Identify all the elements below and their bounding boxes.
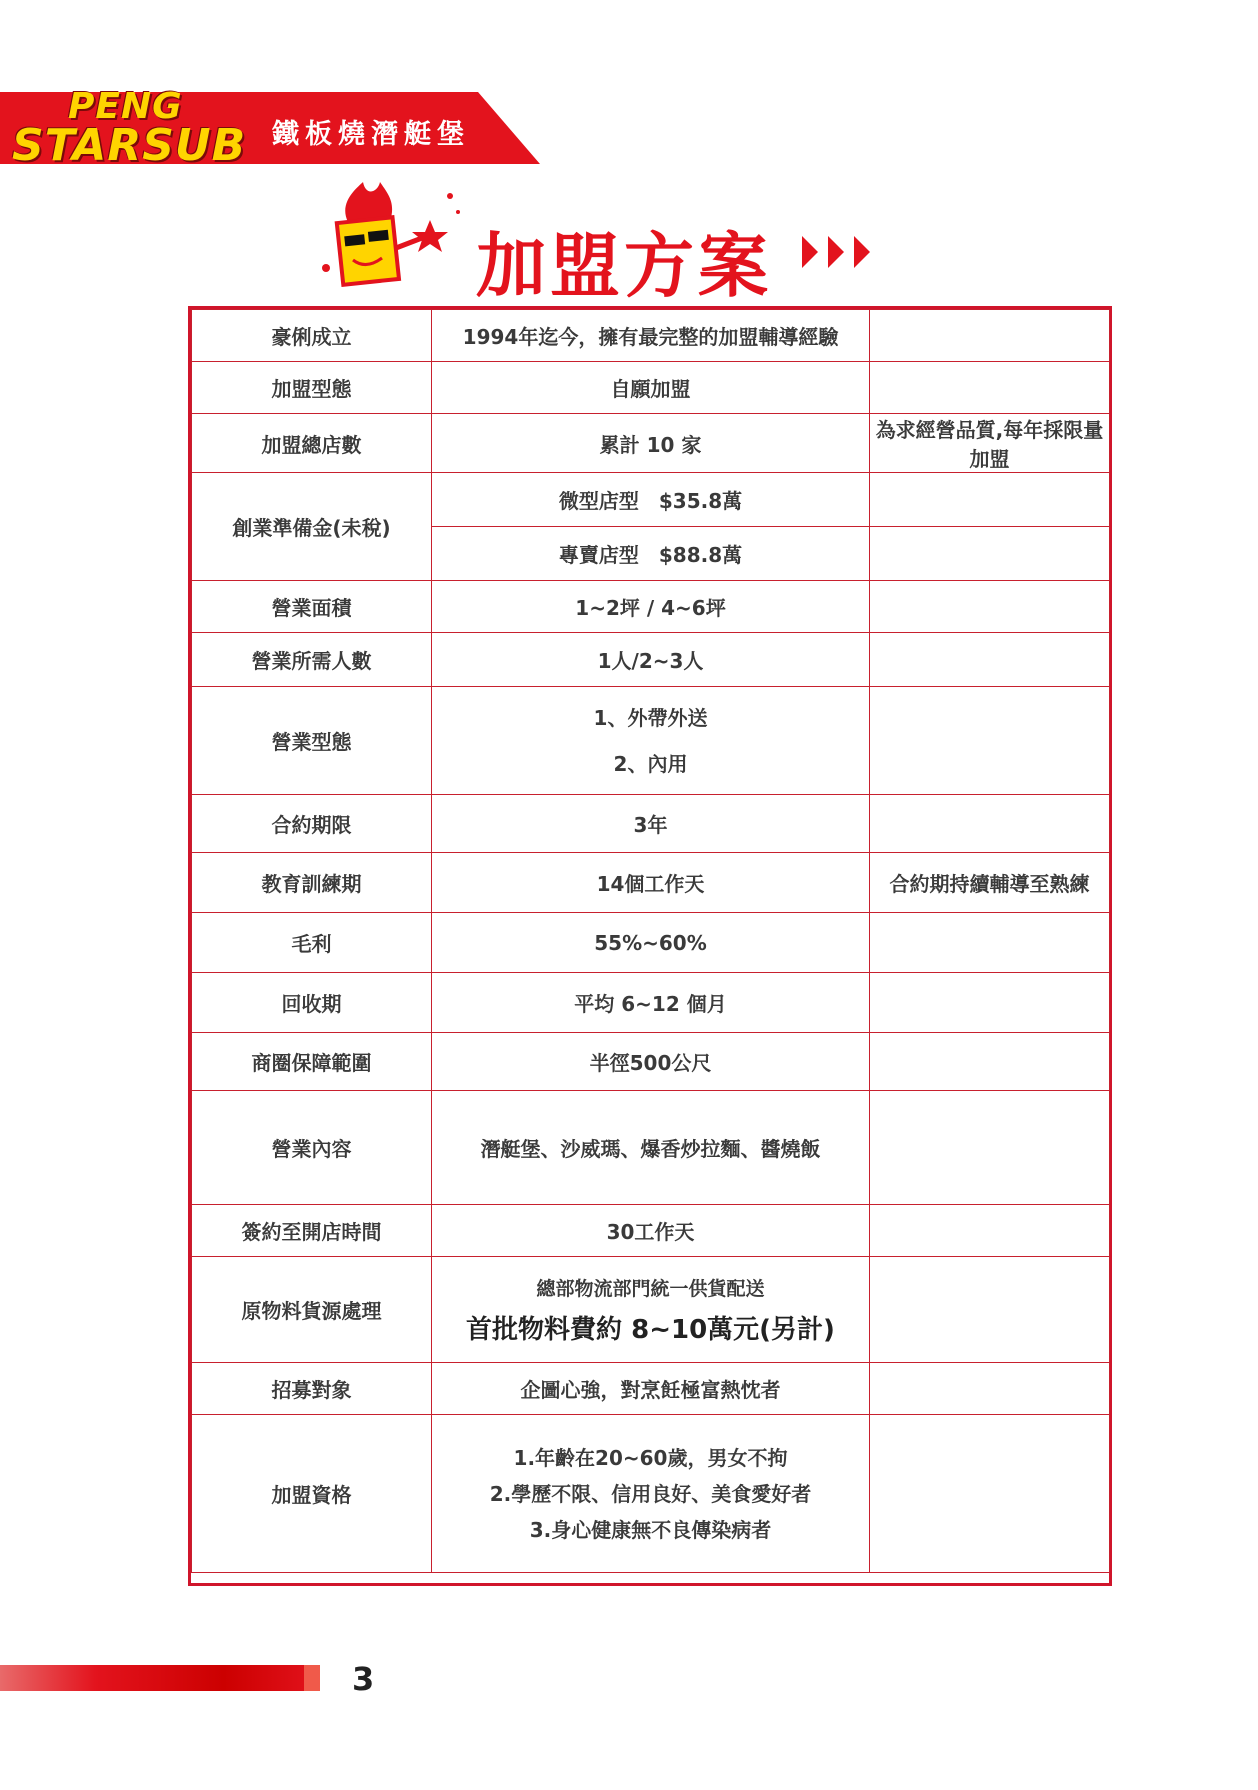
table-row: [192, 687, 1110, 795]
value-line: 1.年齡在20~60歲，男女不拘: [513, 1445, 788, 1470]
value-line: 首批物料費約 8~10萬元(另計): [466, 1314, 835, 1345]
table-row: [192, 310, 1110, 362]
row-note: [870, 362, 1110, 414]
row-note: [870, 633, 1110, 687]
brand-logo: [8, 86, 258, 182]
row-note: 合約期持續輔導至熟練: [870, 853, 1110, 913]
table-row: [192, 633, 1110, 687]
row-label: 豪俐成立: [192, 310, 432, 362]
row-label: 營業內容: [192, 1091, 432, 1205]
row-note: [870, 1257, 1110, 1363]
value-line: 2、內用: [613, 751, 688, 776]
table-row: [192, 1257, 1110, 1363]
row-note: [870, 581, 1110, 633]
row-value: 3年: [432, 795, 870, 853]
row-value: [432, 1415, 870, 1573]
table-row: [192, 795, 1110, 853]
row-value: 1人/2~3人: [432, 633, 870, 687]
row-label: 商圈保障範圍: [192, 1033, 432, 1091]
row-value: 14個工作天: [432, 853, 870, 913]
row-label: 加盟資格: [192, 1415, 432, 1573]
row-label: 毛利: [192, 913, 432, 973]
row-value: 半徑500公尺: [432, 1033, 870, 1091]
footer-bar-tip: [304, 1665, 320, 1691]
table-row: [192, 1363, 1110, 1415]
row-note: [870, 473, 1110, 527]
row-value: 55%~60%: [432, 913, 870, 973]
row-value: 平均 6~12 個月: [432, 973, 870, 1033]
row-value: [432, 687, 870, 795]
table-row: [192, 973, 1110, 1033]
franchise-table: [191, 309, 1110, 1573]
table-row: [192, 362, 1110, 414]
table-row: [192, 414, 1110, 473]
row-label: 營業型態: [192, 687, 432, 795]
table-row: [192, 853, 1110, 913]
row-note: [870, 913, 1110, 973]
row-value: 累計 10 家: [432, 414, 870, 473]
row-value: 30工作天: [432, 1205, 870, 1257]
row-note: [870, 1033, 1110, 1091]
row-note: [870, 687, 1110, 795]
row-note: [870, 1205, 1110, 1257]
page-title: 加盟方案: [476, 225, 772, 307]
table-row: [192, 1205, 1110, 1257]
table-row: [192, 1033, 1110, 1091]
banner-subtitle: 鐵板燒潛艇堡: [272, 119, 470, 150]
table-row: [192, 1415, 1110, 1573]
table-row: [192, 473, 1110, 527]
row-note: [870, 1415, 1110, 1573]
footer-bar: [0, 1665, 320, 1691]
row-value: 企圖心強，對烹飪極富熱忱者: [432, 1363, 870, 1415]
row-label: 合約期限: [192, 795, 432, 853]
row-label: 創業準備金(未稅): [192, 473, 432, 581]
row-note: [870, 795, 1110, 853]
row-label: 營業面積: [192, 581, 432, 633]
logo-text-line1: PENG: [68, 86, 183, 127]
row-label: 加盟總店數: [192, 414, 432, 473]
row-value: 1~2坪 / 4~6坪: [432, 581, 870, 633]
row-label: 原物料貨源處理: [192, 1257, 432, 1363]
table-row: [192, 581, 1110, 633]
row-value: [432, 1257, 870, 1363]
value-line: 總部物流部門統一供貨配送: [536, 1277, 765, 1300]
row-note: [870, 527, 1110, 581]
row-label: 教育訓練期: [192, 853, 432, 913]
row-label: 加盟型態: [192, 362, 432, 414]
row-value: 專賣店型 $88.8萬: [432, 527, 870, 581]
row-value: 1994年迄今，擁有最完整的加盟輔導經驗: [432, 310, 870, 362]
triple-arrow-icon: [802, 232, 882, 272]
row-value: 微型店型 $35.8萬: [432, 473, 870, 527]
value-line: 1、外帶外送: [593, 705, 708, 730]
row-note: [870, 310, 1110, 362]
table-row: [192, 913, 1110, 973]
table-row: [192, 1091, 1110, 1205]
value-line: 2.學歷不限、信用良好、美食愛好者: [489, 1481, 812, 1506]
row-note: [870, 973, 1110, 1033]
mascot-icon: [318, 182, 468, 292]
row-note: [870, 1363, 1110, 1415]
logo-text-line2: STARSUB: [12, 120, 247, 171]
value-line: 3.身心健康無不良傳染病者: [529, 1517, 772, 1542]
row-label: 回收期: [192, 973, 432, 1033]
row-note: 為求經營品質,每年採限量加盟: [870, 414, 1110, 473]
row-label: 簽約至開店時間: [192, 1205, 432, 1257]
row-label: 招募對象: [192, 1363, 432, 1415]
row-value: 潛艇堡、沙威瑪、爆香炒拉麵、醬燒飯: [432, 1091, 870, 1205]
row-value: 自願加盟: [432, 362, 870, 414]
row-label: 營業所需人數: [192, 633, 432, 687]
page-number: 3: [352, 1660, 375, 1698]
row-note: [870, 1091, 1110, 1205]
